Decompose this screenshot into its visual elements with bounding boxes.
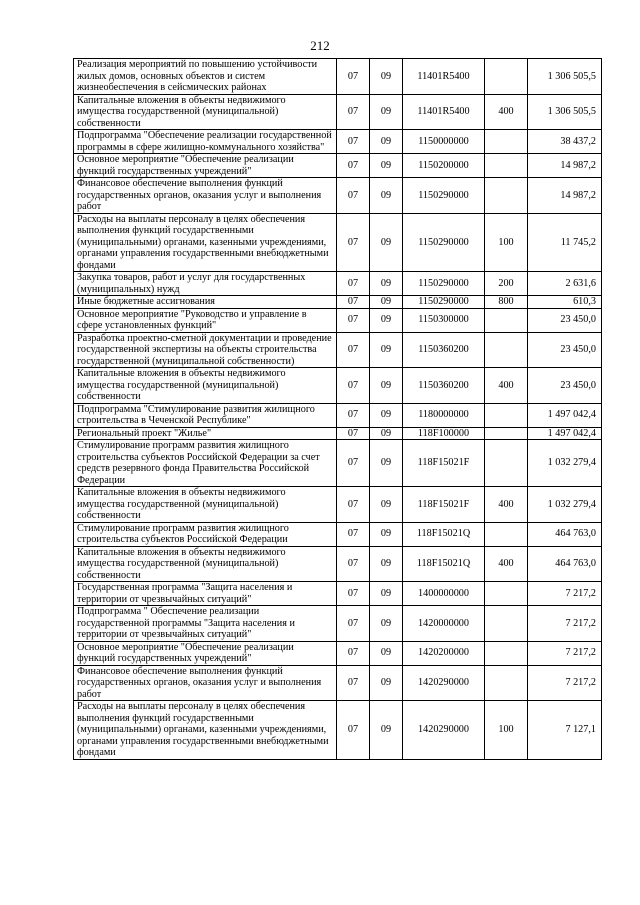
row-amount-cell: 7 217,2	[528, 606, 602, 642]
row-target-article-cell: 1420000000	[403, 606, 485, 642]
row-section-cell: 07	[337, 522, 370, 546]
row-target-article-cell: 118F15021F	[403, 440, 485, 487]
row-expense-type-cell	[485, 308, 528, 332]
row-target-article-cell: 118F15021Q	[403, 522, 485, 546]
row-name-cell: Подпрограмма "Обеспечение реализации государственной программы в сфере жилищно-коммунального хозяйства"	[74, 130, 337, 154]
row-name-cell: Финансовое обеспечение выполнения функций государственных органов, оказания услуг и выполнения работ	[74, 178, 337, 214]
table-body	[74, 59, 602, 760]
row-target-article-cell: 1150200000	[403, 154, 485, 178]
budget-table	[73, 58, 602, 760]
row-amount-cell: 1 032 279,4	[528, 487, 602, 523]
row-target-article-cell: 1150000000	[403, 130, 485, 154]
row-target-article-cell: 1420290000	[403, 701, 485, 760]
table-row	[74, 332, 602, 368]
row-expense-type-cell	[485, 582, 528, 606]
row-target-article-cell: 118F15021Q	[403, 546, 485, 582]
row-amount-cell: 2 631,6	[528, 272, 602, 296]
row-expense-type-cell	[485, 59, 528, 95]
row-amount-cell: 1 306 505,5	[528, 94, 602, 130]
table-row	[74, 665, 602, 701]
row-expense-type-cell	[485, 154, 528, 178]
row-amount-cell: 1 497 042,4	[528, 427, 602, 440]
table-row	[74, 582, 602, 606]
row-section-cell: 07	[337, 213, 370, 272]
table-row	[74, 154, 602, 178]
row-target-article-cell: 11401R5400	[403, 59, 485, 95]
row-amount-cell: 23 450,0	[528, 332, 602, 368]
row-name-cell: Основное мероприятие "Руководство и управление в сфере установленных функций"	[74, 308, 337, 332]
row-name-cell: Государственная программа "Защита населения и территории от чрезвычайных ситуаций"	[74, 582, 337, 606]
row-target-article-cell: 1150360200	[403, 332, 485, 368]
row-name-cell: Финансовое обеспечение выполнения функций государственных органов, оказания услуг и выполнения работ	[74, 665, 337, 701]
row-target-article-cell: 1150290000	[403, 178, 485, 214]
row-target-article-cell: 1420200000	[403, 641, 485, 665]
table-row	[74, 546, 602, 582]
row-expense-type-cell: 400	[485, 487, 528, 523]
row-subsection-cell: 09	[370, 130, 403, 154]
row-amount-cell: 38 437,2	[528, 130, 602, 154]
row-name-cell: Капитальные вложения в объекты недвижимого имущества государственной (муниципальной) собственности	[74, 546, 337, 582]
row-section-cell: 07	[337, 94, 370, 130]
row-section-cell: 07	[337, 487, 370, 523]
row-section-cell: 07	[337, 130, 370, 154]
row-name-cell: Стимулирование программ развития жилищного строительства субъектов Российской Федерации за счет средств резервного фонда Правительства Российской Федерации	[74, 440, 337, 487]
row-expense-type-cell: 100	[485, 213, 528, 272]
row-expense-type-cell	[485, 641, 528, 665]
table-row	[74, 427, 602, 440]
row-section-cell: 07	[337, 178, 370, 214]
row-subsection-cell: 09	[370, 665, 403, 701]
row-amount-cell: 610,3	[528, 296, 602, 309]
table-row	[74, 487, 602, 523]
row-subsection-cell: 09	[370, 213, 403, 272]
row-target-article-cell: 1420290000	[403, 665, 485, 701]
row-amount-cell: 23 450,0	[528, 368, 602, 404]
row-amount-cell: 1 497 042,4	[528, 403, 602, 427]
table-row	[74, 59, 602, 95]
row-section-cell: 07	[337, 427, 370, 440]
row-amount-cell: 464 763,0	[528, 522, 602, 546]
row-expense-type-cell	[485, 403, 528, 427]
row-subsection-cell: 09	[370, 272, 403, 296]
row-amount-cell: 7 127,1	[528, 701, 602, 760]
row-subsection-cell: 09	[370, 403, 403, 427]
row-subsection-cell: 09	[370, 701, 403, 760]
table-row	[74, 522, 602, 546]
row-subsection-cell: 09	[370, 582, 403, 606]
row-amount-cell: 14 987,2	[528, 178, 602, 214]
row-expense-type-cell	[485, 665, 528, 701]
row-name-cell: Капитальные вложения в объекты недвижимого имущества государственной (муниципальной) собственности	[74, 368, 337, 404]
table-row	[74, 606, 602, 642]
row-subsection-cell: 09	[370, 308, 403, 332]
row-amount-cell: 7 217,2	[528, 582, 602, 606]
row-expense-type-cell: 400	[485, 546, 528, 582]
row-expense-type-cell	[485, 178, 528, 214]
row-expense-type-cell: 800	[485, 296, 528, 309]
row-target-article-cell: 1180000000	[403, 403, 485, 427]
row-section-cell: 07	[337, 665, 370, 701]
row-name-cell: Стимулирование программ развития жилищного строительства субъектов Российской Федерации	[74, 522, 337, 546]
row-expense-type-cell: 400	[485, 94, 528, 130]
row-name-cell: Капитальные вложения в объекты недвижимого имущества государственной (муниципальной) собственности	[74, 94, 337, 130]
page-number: 212	[310, 38, 330, 53]
row-subsection-cell: 09	[370, 487, 403, 523]
row-section-cell: 07	[337, 582, 370, 606]
row-section-cell: 07	[337, 272, 370, 296]
row-subsection-cell: 09	[370, 427, 403, 440]
row-expense-type-cell: 400	[485, 368, 528, 404]
row-amount-cell: 14 987,2	[528, 154, 602, 178]
row-section-cell: 07	[337, 701, 370, 760]
table-row	[74, 272, 602, 296]
row-subsection-cell: 09	[370, 606, 403, 642]
row-section-cell: 07	[337, 332, 370, 368]
row-amount-cell: 11 745,2	[528, 213, 602, 272]
row-name-cell: Расходы на выплаты персоналу в целях обеспечения выполнения функций государственными (муниципальными) органами, казенными учреждениями, органами управления государственными внебюджетными фондами	[74, 213, 337, 272]
row-target-article-cell: 118F15021F	[403, 487, 485, 523]
row-expense-type-cell: 200	[485, 272, 528, 296]
table-row	[74, 440, 602, 487]
row-name-cell: Разработка проектно-сметной документации и проведение государственной экспертизы на объекты строительства государственной (муниципальной собственности)	[74, 332, 337, 368]
row-amount-cell: 7 217,2	[528, 665, 602, 701]
row-subsection-cell: 09	[370, 154, 403, 178]
row-name-cell: Расходы на выплаты персоналу в целях обеспечения выполнения функций государственными (муниципальными) органами, казенными учреждениями, органами управления государственными внебюджетными фондами	[74, 701, 337, 760]
row-subsection-cell: 09	[370, 641, 403, 665]
row-amount-cell: 1 306 505,5	[528, 59, 602, 95]
row-name-cell: Иные бюджетные ассигнования	[74, 296, 337, 309]
table-row	[74, 368, 602, 404]
row-amount-cell: 7 217,2	[528, 641, 602, 665]
row-name-cell: Подпрограмма " Обеспечение реализации государственной программы "Защита населения и территории от чрезвычайных ситуаций"	[74, 606, 337, 642]
row-target-article-cell: 1400000000	[403, 582, 485, 606]
row-amount-cell: 464 763,0	[528, 546, 602, 582]
row-subsection-cell: 09	[370, 368, 403, 404]
row-expense-type-cell: 100	[485, 701, 528, 760]
row-name-cell: Закупка товаров, работ и услуг для государственных (муниципальных) нужд	[74, 272, 337, 296]
row-name-cell: Реализация мероприятий по повышению устойчивости жилых домов, основных объектов и систем жизнеобеспечения в сейсмических районах	[74, 59, 337, 95]
row-name-cell: Основное мероприятие "Обеспечение реализации функций государственных учреждений"	[74, 641, 337, 665]
row-subsection-cell: 09	[370, 178, 403, 214]
row-section-cell: 07	[337, 440, 370, 487]
row-target-article-cell: 1150360200	[403, 368, 485, 404]
row-section-cell: 07	[337, 296, 370, 309]
table-row	[74, 178, 602, 214]
row-subsection-cell: 09	[370, 296, 403, 309]
row-subsection-cell: 09	[370, 440, 403, 487]
row-section-cell: 07	[337, 641, 370, 665]
row-subsection-cell: 09	[370, 332, 403, 368]
table-row	[74, 701, 602, 760]
row-section-cell: 07	[337, 546, 370, 582]
row-subsection-cell: 09	[370, 522, 403, 546]
row-expense-type-cell	[485, 440, 528, 487]
table-row	[74, 308, 602, 332]
row-target-article-cell: 11401R5400	[403, 94, 485, 130]
row-expense-type-cell	[485, 130, 528, 154]
row-subsection-cell: 09	[370, 94, 403, 130]
row-expense-type-cell	[485, 332, 528, 368]
row-amount-cell: 1 032 279,4	[528, 440, 602, 487]
table-row	[74, 296, 602, 309]
row-target-article-cell: 1150290000	[403, 296, 485, 309]
row-target-article-cell: 1150290000	[403, 213, 485, 272]
row-section-cell: 07	[337, 154, 370, 178]
row-expense-type-cell	[485, 427, 528, 440]
table-row	[74, 213, 602, 272]
table-row	[74, 641, 602, 665]
row-target-article-cell: 1150300000	[403, 308, 485, 332]
row-section-cell: 07	[337, 59, 370, 95]
row-name-cell: Региональный проект "Жилье"	[74, 427, 337, 440]
table-row	[74, 403, 602, 427]
row-target-article-cell: 1150290000	[403, 272, 485, 296]
row-expense-type-cell	[485, 522, 528, 546]
row-amount-cell: 23 450,0	[528, 308, 602, 332]
row-section-cell: 07	[337, 308, 370, 332]
row-target-article-cell: 118F100000	[403, 427, 485, 440]
table-row	[74, 94, 602, 130]
row-expense-type-cell	[485, 606, 528, 642]
row-section-cell: 07	[337, 403, 370, 427]
row-name-cell: Капитальные вложения в объекты недвижимого имущества государственной (муниципальной) собственности	[74, 487, 337, 523]
table-row	[74, 130, 602, 154]
row-section-cell: 07	[337, 606, 370, 642]
row-subsection-cell: 09	[370, 59, 403, 95]
row-name-cell: Основное мероприятие "Обеспечение реализации функций государственных учреждений"	[74, 154, 337, 178]
row-section-cell: 07	[337, 368, 370, 404]
row-name-cell: Подпрограмма "Стимулирование развития жилищного строительства в Чеченской Республике"	[74, 403, 337, 427]
row-subsection-cell: 09	[370, 546, 403, 582]
